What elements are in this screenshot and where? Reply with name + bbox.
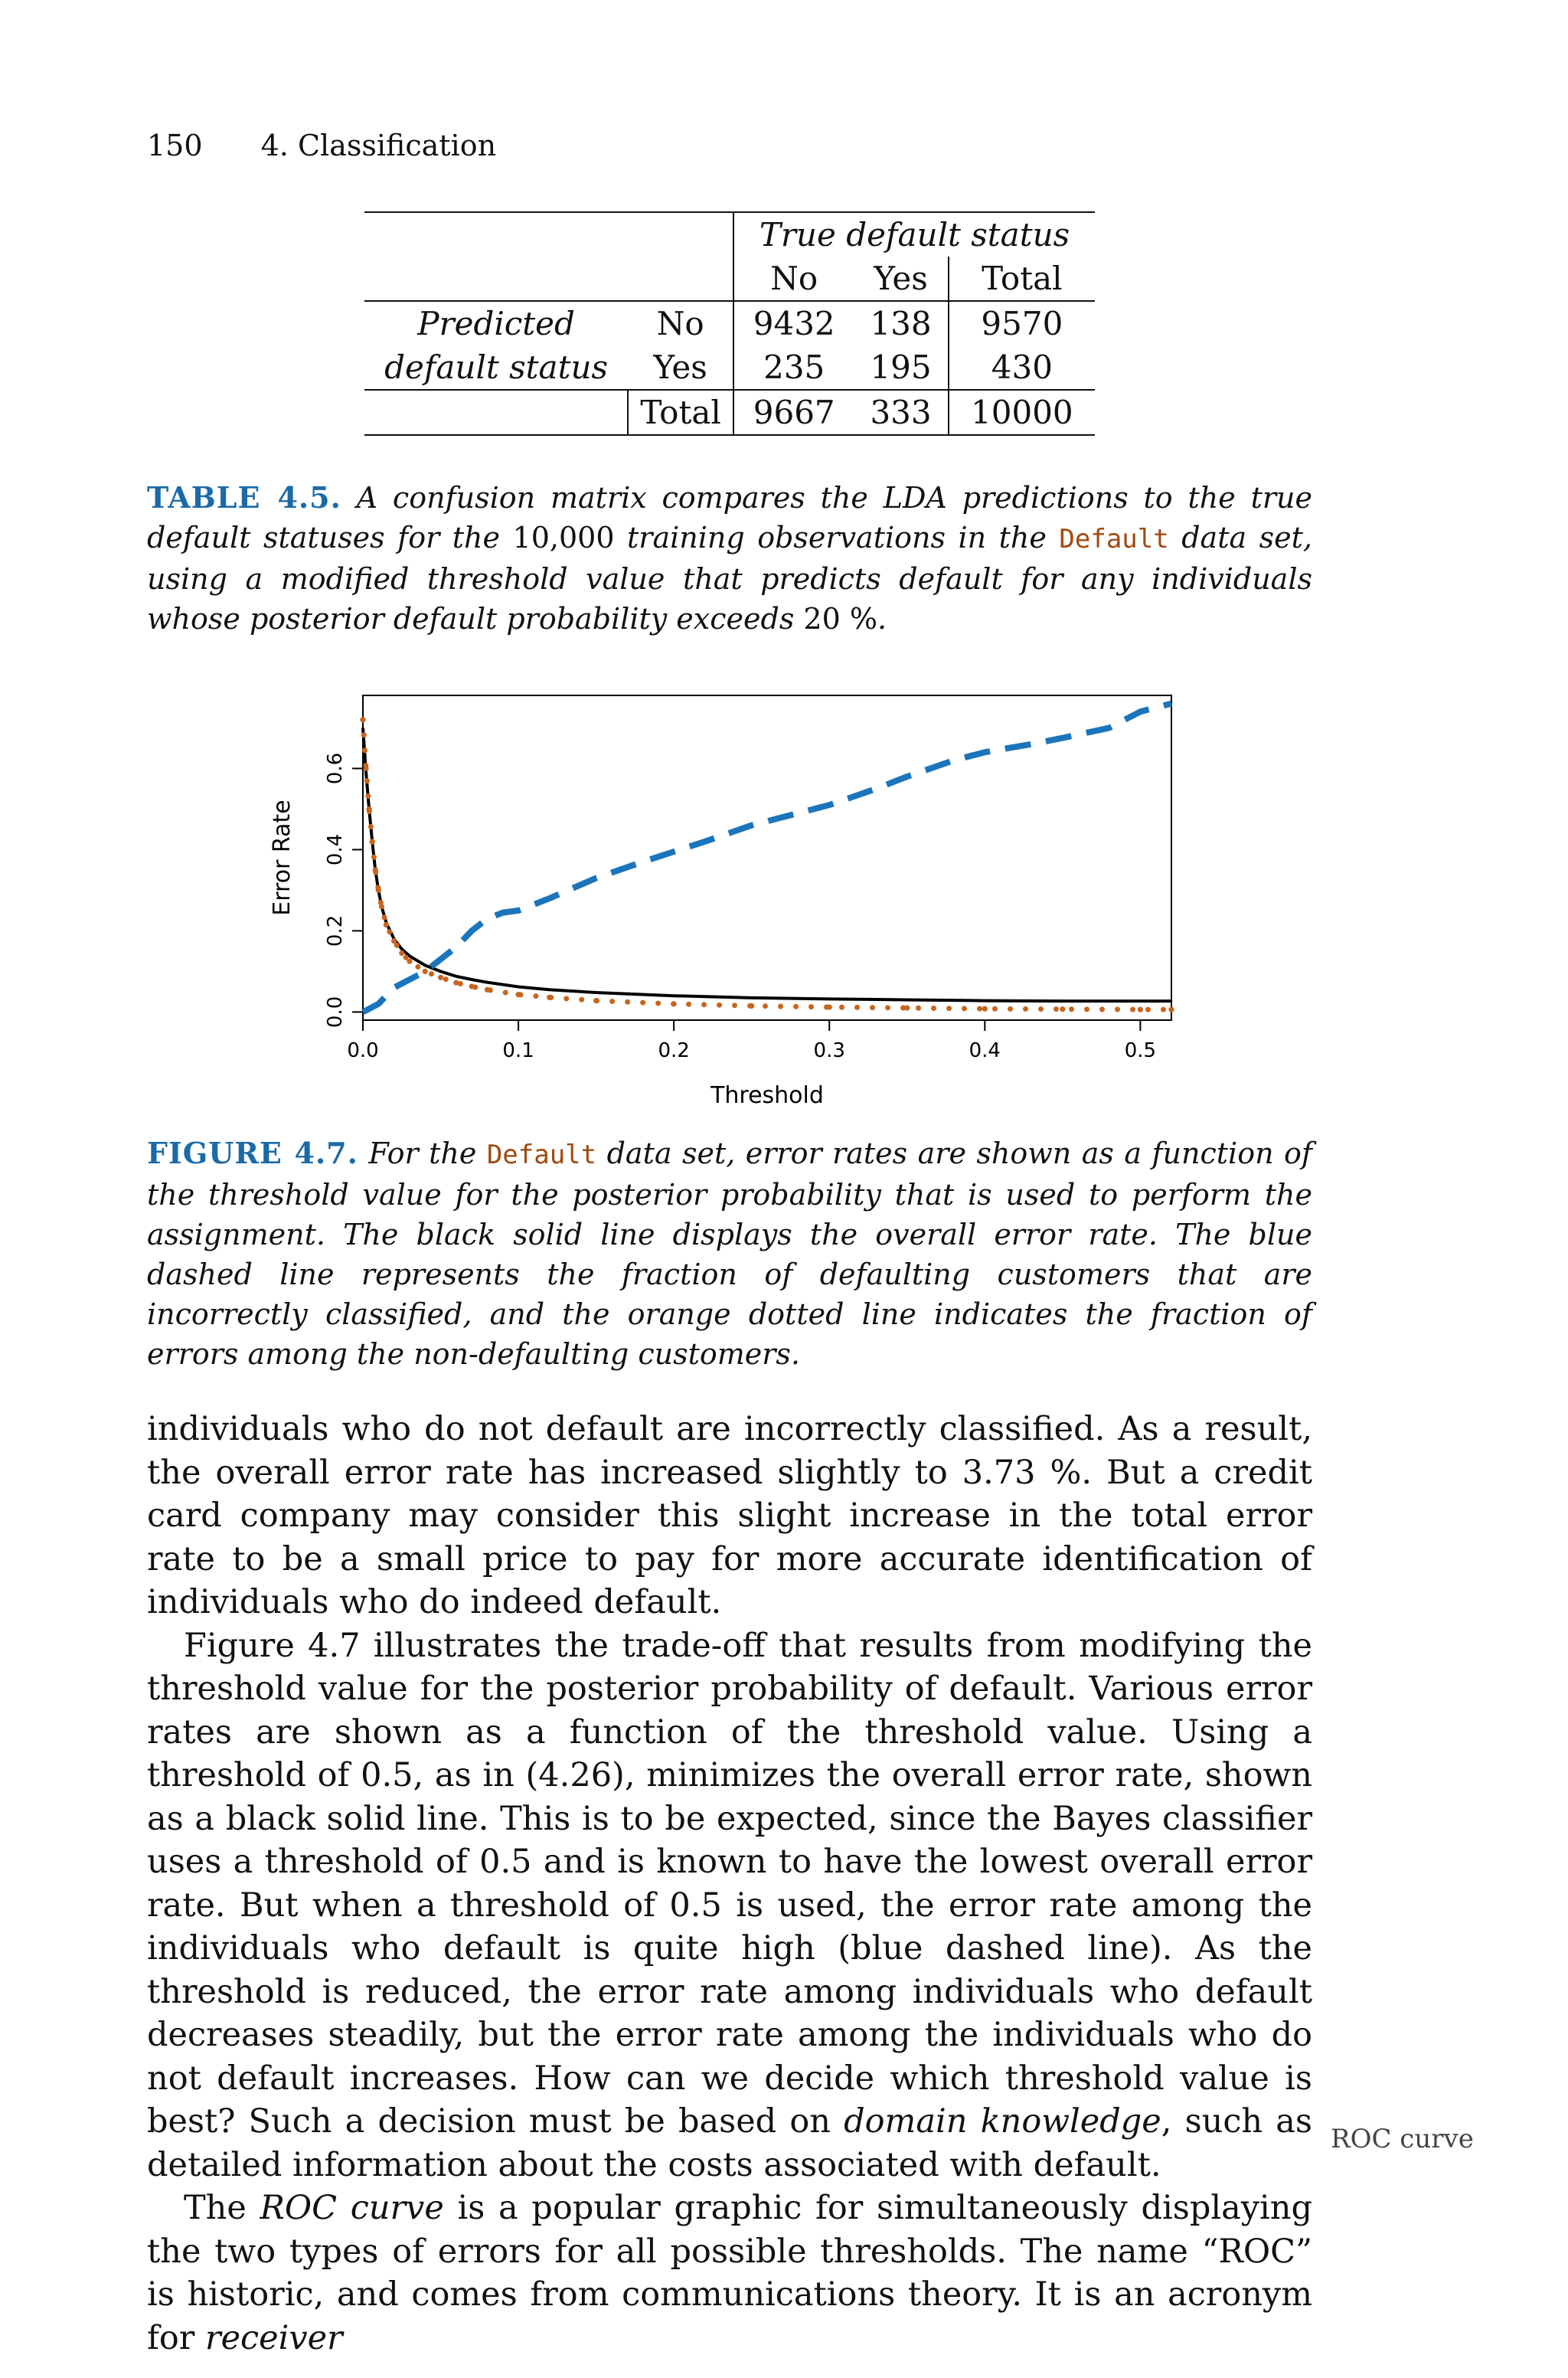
data-point xyxy=(515,992,521,997)
y-tick-label: 0.2 xyxy=(324,914,347,947)
x-tick-label: 0.5 xyxy=(1124,1039,1157,1062)
page-number: 150 xyxy=(147,129,203,162)
table-col-header: Yes xyxy=(874,260,928,297)
series-line-overall xyxy=(363,728,1171,1001)
data-point xyxy=(1060,1006,1065,1012)
error-rate-chart xyxy=(230,674,1210,1118)
x-tick-label: 0.0 xyxy=(347,1039,379,1062)
table-cell: 9432 xyxy=(733,301,854,345)
table-col-header: Total xyxy=(949,257,1095,301)
data-point xyxy=(376,888,381,893)
data-point xyxy=(360,717,365,722)
table-cell: 333 xyxy=(870,394,932,431)
table-row-group-label: Predicted xyxy=(417,305,575,342)
table-caption: TABLE 4.5. A confusion matrix compares the LDA predictions to the true default statuses for the 10,000 training observations in the Default data set, using a modified threshold value that predicts default for any individuals whose posterior default probability exceeds 20 %. xyxy=(147,480,1312,636)
data-point xyxy=(469,983,475,989)
data-point xyxy=(453,980,459,986)
table-cell: 235 xyxy=(733,345,854,390)
data-point xyxy=(1168,1007,1174,1012)
series-line-defaulting xyxy=(363,704,1171,1012)
confusion-matrix-table xyxy=(364,211,1095,436)
data-point xyxy=(391,938,397,944)
data-point xyxy=(379,904,384,909)
paragraph: individuals who do not default are incorrectly classified. As a result, the overall error rate has increased slightly to 3.73 %. But a credit card company may consider this slight increase in the total error rate to be a small price to pay for more accurate identification of individuals who do indeed default. xyxy=(147,1410,1313,1621)
table-row-label: No xyxy=(656,305,704,342)
table-cell: 430 xyxy=(949,345,1095,390)
code-default: Default xyxy=(486,1140,597,1170)
y-tick-label: 0.6 xyxy=(324,752,347,785)
table-cell: 195 xyxy=(870,348,932,386)
data-point xyxy=(370,839,375,844)
data-point xyxy=(485,987,490,993)
chapter-title: 4. Classification xyxy=(260,129,497,162)
table-cell: 10000 xyxy=(949,390,1095,435)
data-point xyxy=(384,922,389,927)
data-point xyxy=(363,766,368,771)
figure-caption: FIGURE 4.7. For the Default data set, error rates are shown as a function of the threshold value for the posterior probability that is used to perform the assignment. The black solid line displays the overall error rate. The blue dashed line represents the fraction of defaulting customers that are incorrectly classified, and the orange dotted line indicates the fraction of errors among the non-defaulting customers. xyxy=(147,1136,1312,1371)
series-line-nondefaulting xyxy=(363,720,1171,1009)
table-col-header: No xyxy=(733,257,854,301)
y-tick-label: 0.0 xyxy=(324,996,347,1029)
x-tick-label: 0.2 xyxy=(658,1039,690,1062)
x-tick-label: 0.4 xyxy=(969,1039,1001,1062)
table-row-label: Yes xyxy=(653,348,707,386)
x-tick-label: 0.3 xyxy=(813,1039,845,1062)
data-point xyxy=(749,1003,754,1009)
table-cell: 138 xyxy=(870,305,932,342)
table-row-group-label: default status xyxy=(384,348,609,386)
table-cell: 9570 xyxy=(949,301,1095,345)
data-point xyxy=(827,1004,832,1009)
running-header xyxy=(147,129,496,162)
table-col-group-header: True default status xyxy=(733,212,1095,257)
data-point xyxy=(399,950,404,956)
body-text xyxy=(147,1408,1312,2360)
data-point xyxy=(547,995,552,1000)
y-tick-label: 0.4 xyxy=(324,833,347,866)
data-point xyxy=(373,867,378,872)
data-point xyxy=(982,1006,988,1012)
x-tick-label: 0.1 xyxy=(502,1039,534,1062)
code-default: Default xyxy=(1059,524,1169,554)
table-row-label: Total xyxy=(628,390,733,435)
data-point xyxy=(423,969,428,974)
figure-caption-label: FIGURE 4.7. xyxy=(147,1136,358,1170)
paragraph: Figure 4.7 illustrates the trade-off that results from modifying the threshold value for the posterior probability of default. Various error rates are shown as a function of the threshold value. Using a threshold of 0.5, as in (4.26), minimizes the overall error rate, shown as a black solid line. This is to be expected, since the Bayes classifier uses a threshold of 0.5 and is known to have the lowest overall error rate. But when a threshold of 0.5 is used, the error rate among the individuals who default is quite high (blue dashed line). As the threshold is reduced, the error rate among individuals who default decreases steadily, but the error rate among the individuals who do not default increases. How can we decide which threshold value is best? Such a decision must be based on domain knowledge, such as detailed information about the costs associated with default. xyxy=(147,1626,1312,2184)
data-point xyxy=(671,1001,677,1006)
data-point xyxy=(367,806,372,812)
data-point xyxy=(1138,1007,1143,1012)
paragraph: The ROC curve is a popular graphic for simultaneously displaying the two types of errors for all possible thresholds. The name “ROC” is historic, and comes from communications theory. It is an acronym for receiver xyxy=(147,2189,1313,2357)
data-point xyxy=(593,998,599,1003)
data-point xyxy=(407,959,412,964)
data-point xyxy=(438,975,443,980)
x-axis-label: Threshold xyxy=(710,1082,824,1109)
plot-frame xyxy=(363,695,1171,1020)
y-axis-label: Error Rate xyxy=(269,800,296,916)
table-caption-label: TABLE 4.5. xyxy=(147,480,341,515)
margin-note: ROC curve xyxy=(1331,2124,1474,2154)
table-cell: 9667 xyxy=(733,390,854,435)
data-point xyxy=(904,1006,910,1011)
